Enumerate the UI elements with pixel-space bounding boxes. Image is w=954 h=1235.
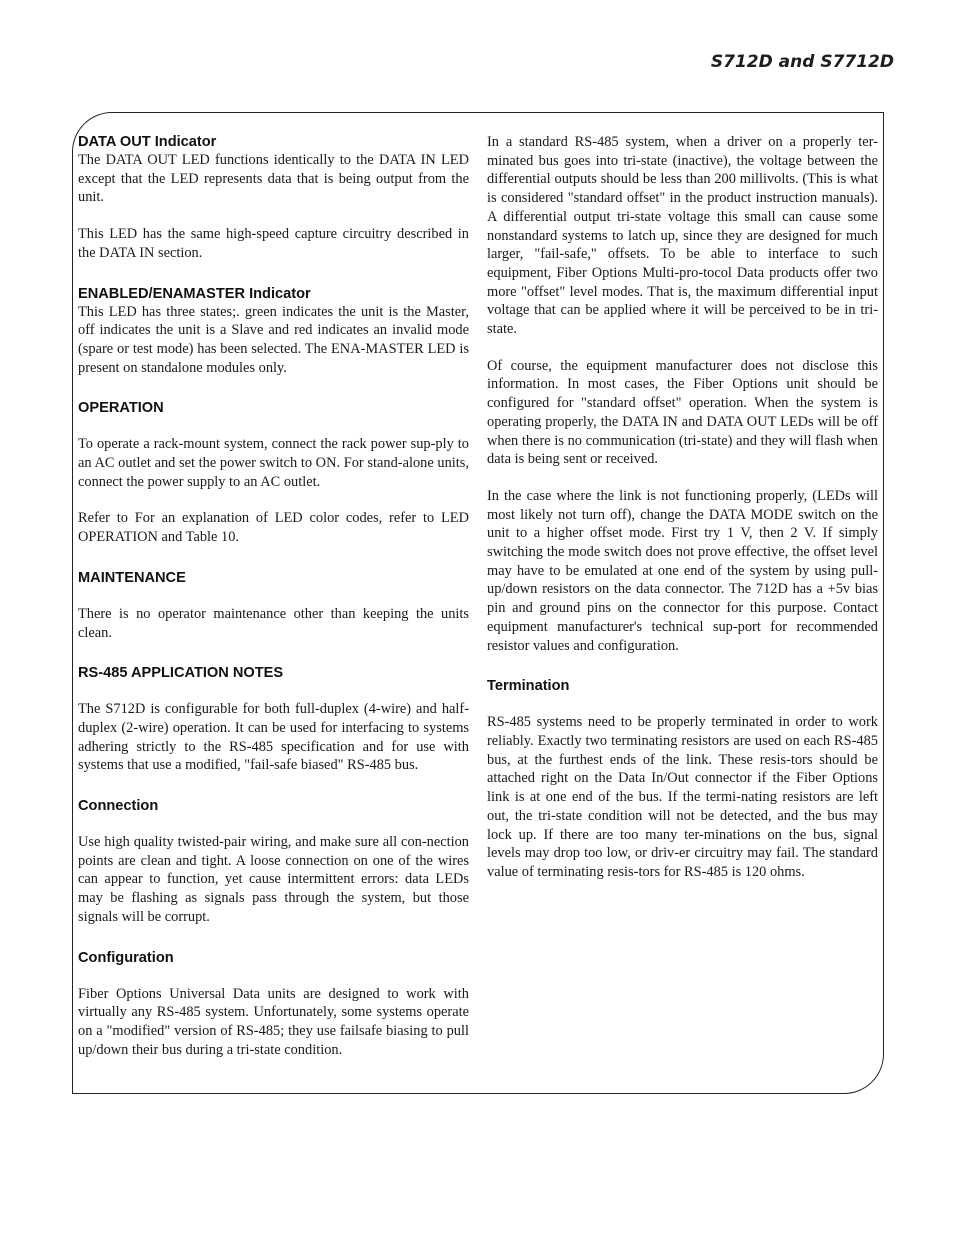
- termination-paragraph: RS-485 systems need to be properly terminated in order to work reliably. Exactly two terminating resistors are used on each RS-485 bus, at the furthest ends of the link. These resis-tors should be attached right on the Data In/Out connector if the Fiber Options link is at one end of the bus. If the termi-nating resistors are left out, the tri-state condition will not be detected, and the bus may lock up. If there are too many ter-minations on the bus, signal levels may drop too low, or driv-er circuitry may fail. The standard value of terminating resis-tors for RS-485 is 120 ohms.: [487, 714, 878, 880]
- operation-heading: OPERATION: [78, 400, 164, 417]
- termination-heading: Termination: [487, 678, 570, 695]
- enabled-heading: ENABLED/ENAMASTER Indicator: [78, 285, 311, 302]
- maintenance-paragraph: There is no operator maintenance other than keeping the units clean.: [78, 605, 469, 641]
- right-column: [487, 133, 878, 882]
- offset-paragraph-2: Of course, the equipment manufacturer does not disclose this information. In most cases, the Fiber Options unit should be configured for "standard offset" operation. When the system is operating properly, the DATA IN and DATA OUT LEDs will be off when there is no communication (tri-state) and they will flash when data is being sent or received.: [487, 357, 878, 468]
- data-out-paragraph-2: This LED has the same high-speed capture circuitry described in the DATA IN section.: [78, 226, 469, 261]
- offset-paragraph-3: In the case where the link is not functioning properly, (LEDs will most likely not turn off), change the DATA MODE switch on the unit to a higher offset mode. First try 1 V, then 2 V. If simply switching the mode switch does not prove effective, the offset level may have to be emulated at one end of the system by using pull-up/down resistors on the data connector. The 712D has a +5v bias pin and ground pins on the connector for this purpose. Contact equipment manufacturer's technical sup-port for recommended resistor values and configuration.: [487, 487, 878, 654]
- offset-paragraph-1: In a standard RS-485 system, when a driver on a properly ter-minated bus goes into tri-state (inactive), the voltage between the differential outputs should be less than 200 millivolts. (This is what is considered "standard offset" in the product instruction manuals). A differential output tri-state voltage this small can cause some nonstandard systems to latch up, since they are designed for much larger, "fail-safe," offsets. To be able to interface to such equipment, Fiber Options Multi-pro-tocol Data products offer two more "offset" level modes. That is, the maximum differential input voltage that can be applied where it will be perceived to be in tri-state.: [487, 134, 878, 338]
- rs485-paragraph: The S712D is configurable for both full-duplex (4-wire) and half-duplex (2-wire) operation. It can be used for interfacing to systems adhering strictly to the RS-485 specification and for use with systems that use a modified, "fail-safe biased" RS-485 bus.: [78, 701, 469, 774]
- operation-paragraph-2: Refer to For an explanation of LED color codes, refer to LED OPERATION and Table 10.: [78, 510, 469, 546]
- enabled-paragraph: This LED has three states;. green indicates the unit is the Master, off indicates the unit is a Slave and red indicates an invalid mode (spare or test mode) has been selected. The ENA-MASTER LED is present on standalone modules only.: [78, 303, 469, 376]
- connection-heading: Connection: [78, 798, 159, 815]
- data-out-paragraph-1: The DATA OUT LED functions identically to the DATA IN LED except that the LED represents data that is being output from the unit.: [78, 152, 469, 206]
- rs485-heading: RS-485 APPLICATION NOTES: [78, 665, 284, 682]
- configuration-paragraph: Fiber Options Universal Data units are designed to work with virtually any RS-485 system. Unfortunately, some systems operate on a "modified" version of RS-485; they use failsafe biasing to pull up/down their bus during a tri-state condition.: [78, 985, 469, 1058]
- configuration-heading: Configuration: [78, 949, 174, 966]
- connection-paragraph: Use high quality twisted-pair wiring, and make sure all con-nection points are clean and tight. A loose connection on one of the wires can appear to function, yet cause intermittent errors: data LEDs may be flashing as signals pass through the system, but those signals will be corrupt.: [78, 834, 469, 925]
- data-out-heading: DATA OUT Indicator: [78, 134, 217, 150]
- left-column: [78, 133, 469, 1059]
- operation-paragraph-1: To operate a rack-mount system, connect the rack power sup-ply to an AC outlet and set the power switch to ON. For stand-alone units, connect the power supply to an AC outlet.: [78, 436, 469, 490]
- maintenance-heading: MAINTENANCE: [78, 569, 186, 586]
- page-header-title: S712D and S7712D: [710, 52, 894, 72]
